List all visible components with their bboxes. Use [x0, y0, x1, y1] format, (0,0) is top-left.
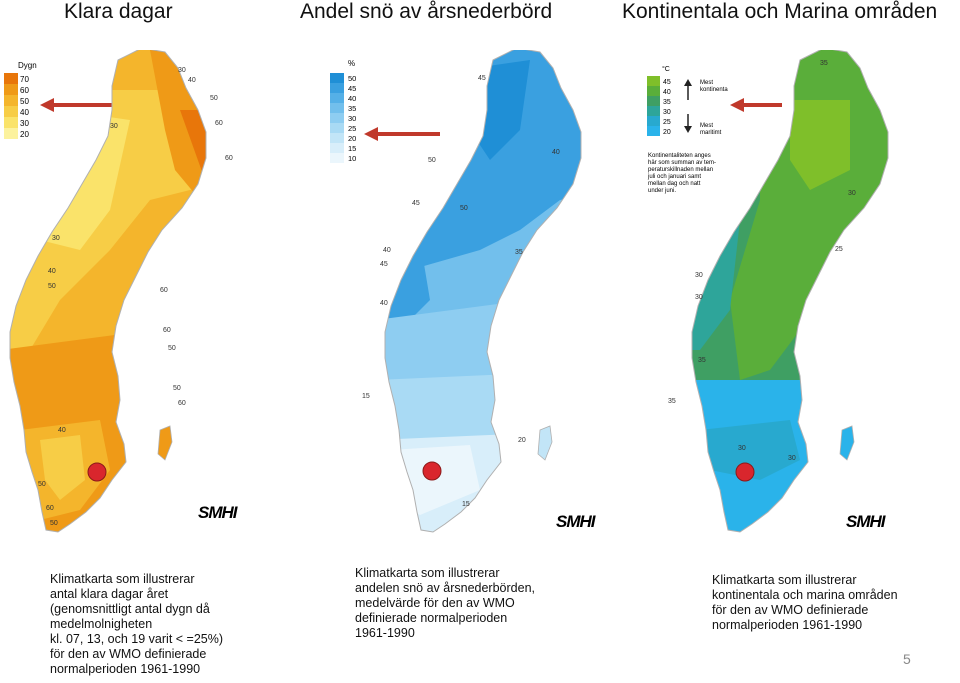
maps-figure [0, 50, 960, 540]
title-continental: Kontinentala och Marina områden [622, 0, 938, 23]
legend-label: 40 [348, 94, 357, 103]
legend-swatch-50 [330, 73, 344, 83]
legend-label: 40 [663, 89, 671, 96]
location-marker [88, 463, 106, 481]
contour-label: 50 [173, 385, 181, 392]
legend-label: 50 [348, 74, 357, 83]
contour-label: 35 [515, 249, 523, 256]
legend-swatch-35 [330, 103, 344, 113]
map-clear-days [0, 50, 239, 540]
caption-continental [712, 573, 942, 633]
contour-label: 45 [478, 75, 486, 82]
contour-label: 30 [110, 123, 118, 130]
legend-label: 45 [663, 79, 671, 86]
legend-label: 45 [348, 84, 357, 93]
contour-label: 30 [695, 294, 703, 301]
legend-label: 50 [20, 97, 29, 106]
contour-label: 50 [168, 345, 176, 352]
legend-title-snow: % [348, 59, 356, 68]
legend-label: 25 [348, 124, 357, 133]
legend-label: 20 [663, 129, 671, 136]
location-marker [736, 463, 754, 481]
label-most-continental: Mest kontinenta [700, 80, 728, 93]
arrow-up-icon [684, 79, 692, 100]
caption-clear-days [50, 572, 290, 677]
caption-line: Klimatkarta som illustrerar [50, 572, 195, 586]
caption-line: andelen snö av årsnederbörden, [355, 581, 535, 595]
contour-label: 30 [178, 67, 186, 74]
contour-label: 50 [460, 205, 468, 212]
caption-line: antal klara dagar året [50, 587, 169, 601]
contour-label: 15 [362, 393, 370, 400]
smhi-logo: SMHI [556, 512, 595, 531]
contour-label: 60 [215, 120, 223, 127]
contour-label: 40 [48, 268, 56, 275]
contour-label: 35 [668, 398, 676, 405]
legend-swatch-20 [647, 126, 660, 136]
caption-line: medelmolnigheten [50, 617, 153, 631]
legend-label: 15 [348, 144, 357, 153]
contour-label: 40 [58, 427, 66, 434]
legend-label: 30 [20, 119, 29, 128]
sweden-map-clear-days [0, 50, 233, 540]
legend-swatch-45 [330, 83, 344, 93]
continentality-note [647, 153, 716, 194]
legend-label: 10 [348, 154, 357, 163]
smhi-logo: SMHI [846, 512, 885, 531]
legend-swatch-40 [647, 86, 660, 96]
contour-label: 50 [48, 283, 56, 290]
caption-line: Klimatkarta som illustrerar [712, 573, 857, 587]
note-line: här som summan av tem- [648, 160, 717, 166]
legend-title-continental: °C [662, 66, 670, 73]
location-marker [423, 462, 441, 480]
caption-line: medelvärde för den av WMO [355, 596, 515, 610]
contour-label: 60 [160, 287, 168, 294]
page-number: 5 [903, 651, 911, 667]
legend-label: 20 [348, 134, 357, 143]
contour-label: 25 [835, 246, 843, 253]
arrow-down-icon [684, 114, 692, 133]
legend-swatch-40 [4, 106, 18, 117]
legend-label: 70 [20, 75, 29, 84]
caption-line: definierade normalperioden [355, 611, 508, 625]
contour-label: 35 [698, 357, 706, 364]
contour-label: 40 [380, 300, 388, 307]
legend-swatch-20 [4, 128, 18, 139]
legend-swatch-15 [330, 143, 344, 153]
contour-label: 50 [428, 157, 436, 164]
legend-swatch-10 [330, 153, 344, 163]
contour-label: 30 [738, 445, 746, 452]
contour-label: 60 [225, 155, 233, 162]
legend-swatch-50 [4, 95, 18, 106]
arrow-left-icon [364, 127, 440, 141]
contour-label: 30 [52, 235, 60, 242]
legend-snow [330, 73, 356, 163]
legend-swatch-20 [330, 133, 344, 143]
note-line: under juni. [648, 188, 677, 194]
legend-label: 40 [20, 108, 29, 117]
contour-label: 40 [552, 149, 560, 156]
contour-label: 20 [518, 437, 526, 444]
contour-label: 50 [210, 95, 218, 102]
note-line: peraturskillnaden mellan [648, 167, 714, 173]
caption-line: kontinentala och marina områden [712, 588, 898, 602]
legend-label: 35 [663, 99, 671, 106]
contour-label: 30 [848, 190, 856, 197]
contour-label: 45 [380, 261, 388, 268]
caption-line: Klimatkarta som illustrerar [355, 566, 500, 580]
contour-label: 50 [50, 520, 58, 527]
legend-swatch-70 [4, 73, 18, 84]
contour-label: 60 [163, 327, 171, 334]
legend-swatch-40 [330, 93, 344, 103]
contour-label: 40 [188, 77, 196, 84]
title-clear-days: Klara dagar [64, 0, 173, 23]
contour-label: 60 [46, 505, 54, 512]
title-snow-share: Andel snö av årsnederbörd [300, 0, 553, 23]
note-line: Kontinentaliteten anges [648, 153, 711, 159]
arrow-left-icon [730, 98, 782, 112]
legend-swatch-30 [4, 117, 18, 128]
contour-label: 60 [178, 400, 186, 407]
map-snow-share [330, 50, 605, 540]
caption-line: normalperioden 1961-1990 [50, 662, 201, 676]
legend-swatch-30 [330, 113, 344, 123]
caption-line: för den av WMO definierade [50, 647, 207, 661]
arrow-left-icon [40, 98, 112, 112]
legend-label: 30 [348, 114, 357, 123]
contour-label: 40 [383, 247, 391, 254]
caption-line: 1961-1990 [355, 626, 415, 640]
caption-line: kl. 07, 13, och 19 varit < =25%) [50, 632, 224, 646]
label-most-maritime: Mest maritimt [700, 123, 722, 136]
legend-label: 60 [20, 86, 29, 95]
smhi-logo: SMHI [198, 503, 237, 522]
note-line: juli och januari samt [648, 174, 702, 180]
legend-label: 20 [20, 130, 29, 139]
caption-line: för den av WMO definierade [712, 603, 869, 617]
contour-label: 30 [695, 272, 703, 279]
contour-label: 35 [820, 60, 828, 67]
legend-continental [647, 76, 671, 136]
legend-swatch-25 [330, 123, 344, 133]
legend-swatch-35 [647, 96, 660, 106]
legend-clear-days [4, 73, 29, 139]
contour-label: 30 [788, 455, 796, 462]
legend-swatch-25 [647, 116, 660, 126]
caption-line: (genomsnittligt antal dygn då [50, 602, 210, 616]
legend-title-clear-days: Dygn [18, 61, 37, 70]
sweden-map-snow-share [362, 50, 605, 540]
legend-swatch-60 [4, 84, 18, 95]
map-continental [647, 50, 922, 540]
legend-label: 35 [348, 104, 357, 113]
legend-swatch-45 [647, 76, 660, 86]
contour-label: 50 [38, 481, 46, 488]
caption-line: normalperioden 1961-1990 [712, 618, 863, 632]
contour-label: 45 [412, 200, 420, 207]
note-line: mellan dag och natt [648, 181, 701, 187]
legend-swatch-30 [647, 106, 660, 116]
caption-snow-share [355, 566, 595, 641]
legend-label: 25 [663, 119, 671, 126]
contour-label: 15 [462, 501, 470, 508]
legend-label: 30 [663, 109, 671, 116]
